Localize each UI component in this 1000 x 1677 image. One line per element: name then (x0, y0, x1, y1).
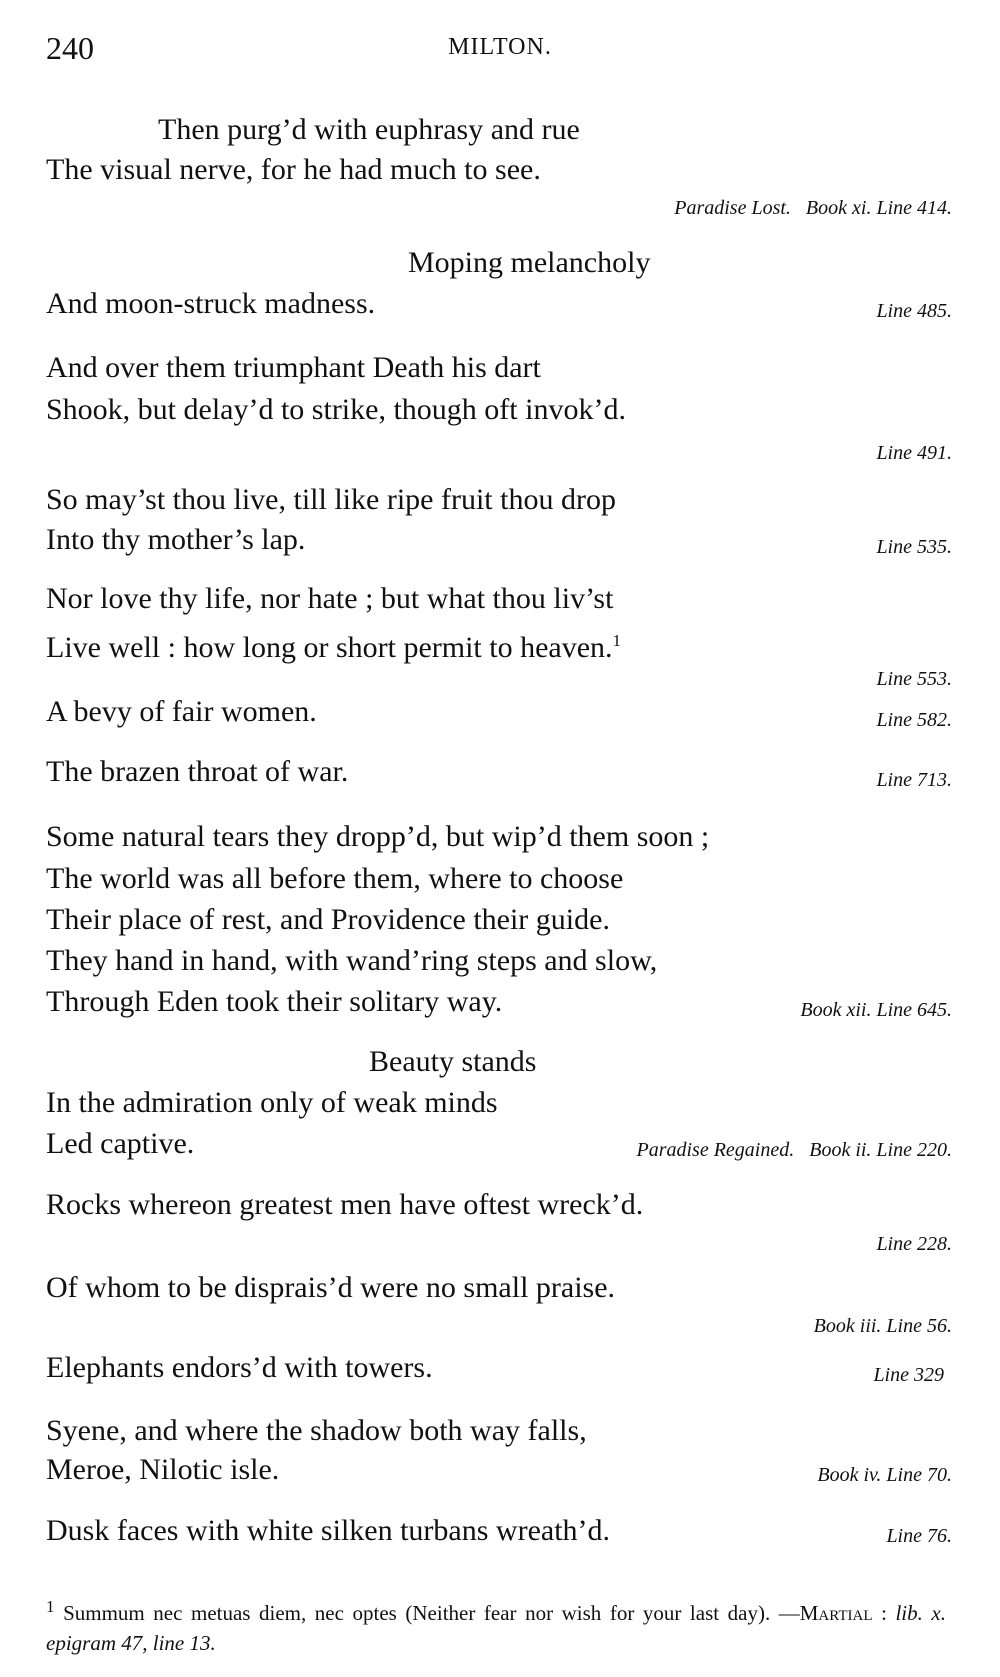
verse-line (46, 1452, 279, 1488)
verse-text: Into thy mother’s lap. (46, 523, 306, 556)
citation: Line 329 (873, 1364, 944, 1386)
verse-line (46, 1085, 498, 1121)
verse-line (46, 482, 616, 518)
citation: Book xii. Line 645. (800, 999, 952, 1021)
verse-text: They hand in hand, with wand’ring steps and slow, (46, 944, 658, 977)
citation: Line 553. (876, 668, 952, 690)
verse-text: Meroe, Nilotic isle. (46, 1453, 280, 1486)
citation: Book iii. Line 56. (813, 1315, 952, 1337)
verse-line (46, 623, 621, 666)
verse-text: Dusk faces with white silken turbans wreath’d. (46, 1514, 611, 1547)
verse-text: In the admiration only of weak minds (46, 1086, 498, 1119)
verse-line (46, 1513, 610, 1549)
verse-text: So may’st thou live, till like ripe fruit thou drop (46, 483, 616, 516)
citation: Line 713. (876, 769, 952, 791)
verse-line (46, 819, 709, 855)
citation: Paradise Lost. Book xi. Line 414. (674, 197, 952, 219)
verse-line (46, 902, 610, 938)
verse-text: Nor love thy life, nor hate ; but what thou liv’st (46, 582, 614, 615)
verse-line (46, 1270, 615, 1306)
verse-line (46, 1126, 194, 1162)
verse-text: And over them triumphant Death his dart (46, 351, 541, 384)
verse-line (46, 392, 626, 428)
verse-line (46, 984, 502, 1020)
verse-line (46, 350, 541, 386)
verse-text: Through Eden took their solitary way. (46, 985, 503, 1018)
footnote-reference-marker: 1 (612, 631, 622, 650)
citation: Line 76. (886, 1525, 952, 1547)
verse-text: The brazen throat of war. (46, 755, 349, 788)
footnote-reference: lib. x. epigram 47, line 13. (46, 1601, 946, 1655)
footnote-author: Martial (799, 1601, 873, 1625)
footnote-marker: 1 (46, 1597, 55, 1616)
citation: Line 582. (876, 709, 952, 731)
verse-text: Live well : how long or short permit to heaven. (46, 631, 613, 664)
verse-text: The world was all before them, where to choose (46, 862, 624, 895)
verse-text: A bevy of fair women. (46, 695, 317, 728)
verse-line (408, 245, 650, 281)
verse-text: Their place of rest, and Providence their guide. (46, 903, 610, 936)
verse-line (46, 754, 348, 790)
verse-text: The visual nerve, for he had much to see. (46, 153, 541, 186)
citation: Line 485. (876, 300, 952, 322)
verse-line (46, 1350, 433, 1386)
verse-line (46, 581, 613, 617)
page-number: 240 (46, 30, 94, 66)
verse-line (46, 522, 305, 558)
citation: Line 491. (876, 442, 952, 464)
citation: Book iv. Line 70. (817, 1464, 952, 1486)
verse-text: Shook, but delay’d to strike, though oft invok’d. (46, 393, 626, 426)
verse-line (46, 694, 317, 730)
verse-line (46, 1187, 643, 1223)
footnote (46, 1592, 946, 1658)
footnote-colon: : (872, 1601, 896, 1625)
citation: Line 228. (876, 1233, 952, 1255)
running-title: MILTON. (448, 34, 552, 60)
verse-text: Rocks whereon greatest men have oftest wreck’d. (46, 1188, 644, 1221)
footnote-text: Summum nec metuas diem, nec optes (Neither fear nor wish for your last day). — (63, 1601, 800, 1625)
verse-line (46, 1413, 587, 1449)
verse-line (46, 152, 541, 188)
verse-line (46, 861, 623, 897)
verse-text: Led captive. (46, 1127, 195, 1160)
verse-text: Syene, and where the shadow both way falls, (46, 1414, 587, 1447)
verse-line (46, 286, 375, 322)
verse-line (369, 1044, 536, 1080)
verse-text: And moon-struck madness. (46, 287, 376, 320)
verse-line (158, 112, 580, 148)
verse-text: Then purg’d with euphrasy and rue (158, 113, 580, 146)
verse-text: Beauty stands (369, 1045, 537, 1078)
verse-text: Of whom to be disprais’d were no small praise. (46, 1271, 616, 1304)
verse-text: Moping melancholy (408, 246, 651, 279)
verse-line (46, 943, 657, 979)
citation: Line 535. (876, 536, 952, 558)
verse-text: Elephants endors’d with towers. (46, 1351, 433, 1384)
verse-text: Some natural tears they dropp’d, but wip’d them soon ; (46, 820, 710, 853)
citation: Paradise Regained. Book ii. Line 220. (636, 1139, 952, 1161)
